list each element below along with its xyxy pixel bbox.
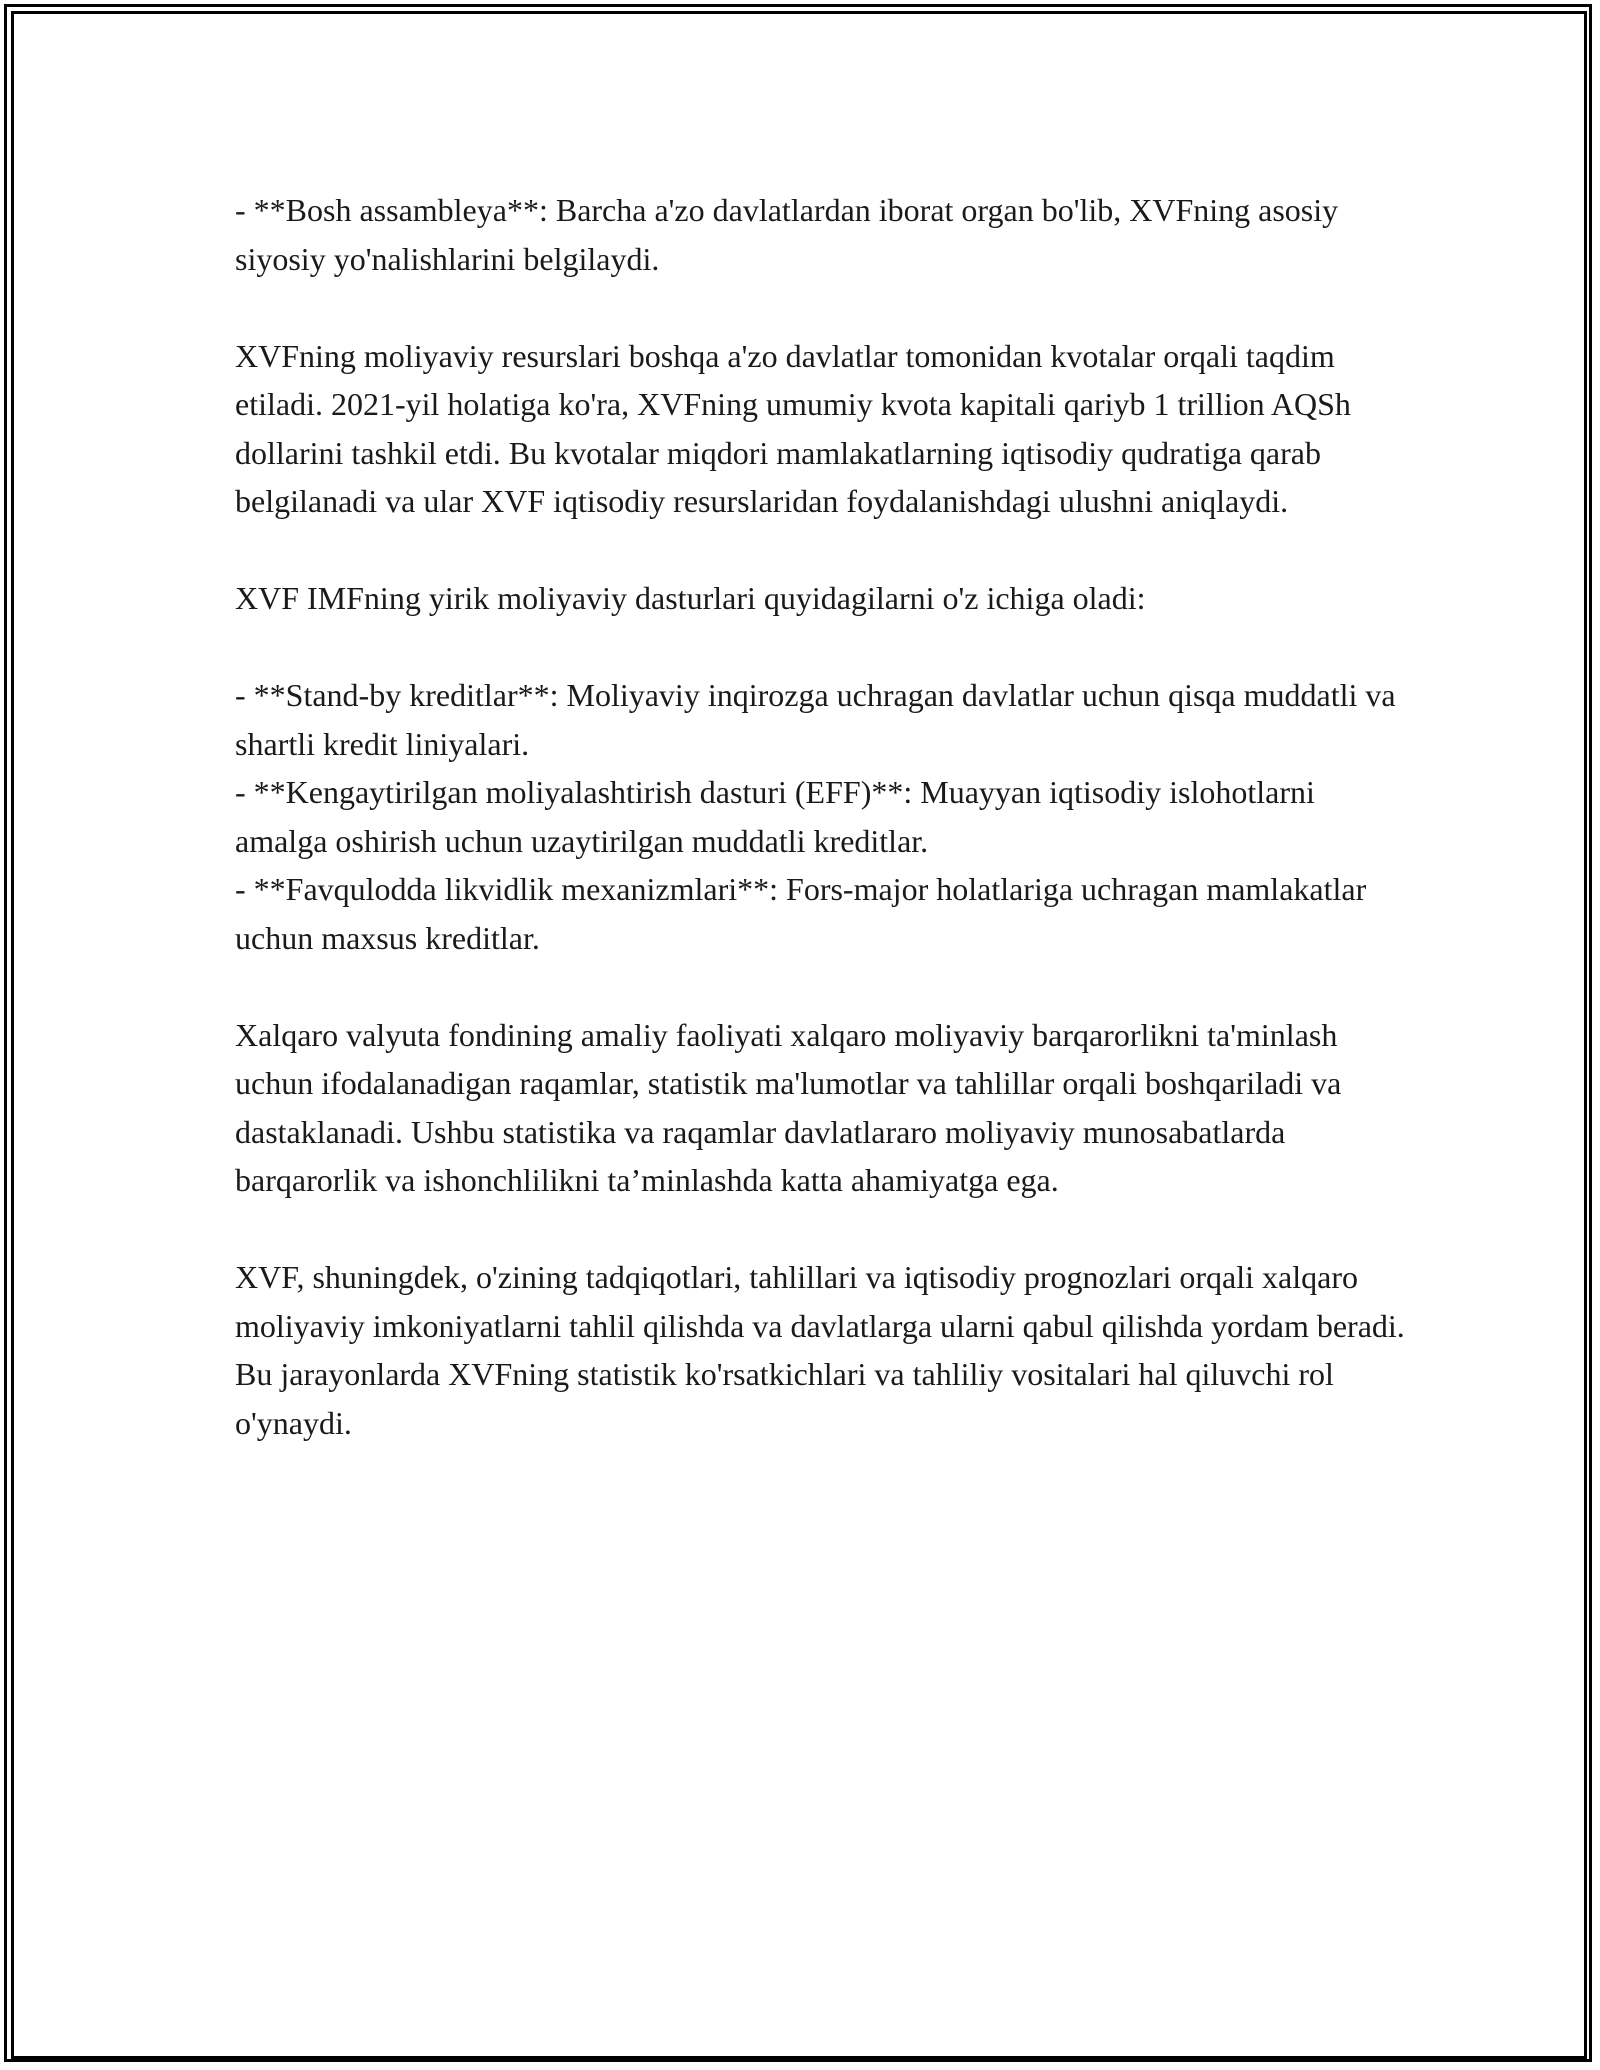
paragraph-statistics: Xalqaro valyuta fondining amaliy faoliyati xalqaro moliyaviy barqarorlikni ta'minlash uchun ifodalanadigan raqamlar, statistik ma'lumotlar va tahlillar orqali boshqariladi va dastaklanadi. Ushbu statistika va raqamlar davlatlararo moliyaviy munosabatlarda barqarorlik va ishonchlilikni ta’minlashda katta ahamiyatga ega. bbox=[235, 1016, 1342, 1198]
programs-list bbox=[235, 671, 1415, 962]
paragraph-quota-resources: XVFning moliyaviy resurslari boshqa a'zo davlatlar tomonidan kvotalar orqali taqdim etiladi. 2021-yil holatiga ko'ra, XVFning umumiy kvota kapitali qariyb 1 trillion AQSh dollarini tashkil etdi. Bu kvotalar miqdori mamlakatlarning iqtisodiy qudratiga qarab belgilanadi va ular XVF iqtisodiy resurslaridan foydalanishdagi ulushni aniqlaydi. bbox=[235, 337, 1351, 519]
paragraph-programs-intro: XVF IMFning yirik moliyaviy dasturlari quyidagilarni o'z ichiga oladi: bbox=[235, 580, 1146, 616]
paragraph-research: XVF, shuningdek, o'zining tadqiqotlari, tahlillari va iqtisodiy prognozlari orqali xalqaro moliyaviy imkoniyatlarni tahlil qilishda va davlatlarga ularni qabul qilishda yordam beradi. Bu jarayonlarda XVFning statistik ko'rsatkichlari va tahliliy vositalari hal qiluvchi rol o'ynaydi. bbox=[235, 1259, 1405, 1441]
list-item: - **Stand-by kreditlar**: Moliyaviy inqirozga uchragan davlatlar uchun qisqa muddatli va shartli kredit liniyalari. bbox=[235, 677, 1396, 762]
document-body bbox=[235, 186, 1415, 1496]
list-item: - **Favqulodda likvidlik mexanizmlari**: Fors-major holatlariga uchragan mamlakatlar uchun maxsus kreditlar. bbox=[235, 871, 1367, 956]
list-item: - **Kengaytirilgan moliyalashtirish dasturi (EFF)**: Muayyan iqtisodiy islohotlarni amalga oshirish uchun uzaytirilgan muddatli kreditlar. bbox=[235, 774, 1315, 859]
intro-list-item: - **Bosh assambleya**: Barcha a'zo davlatlardan iborat organ bo'lib, XVFning asosiy siyosiy yo'nalishlarini belgilaydi. bbox=[235, 192, 1339, 277]
